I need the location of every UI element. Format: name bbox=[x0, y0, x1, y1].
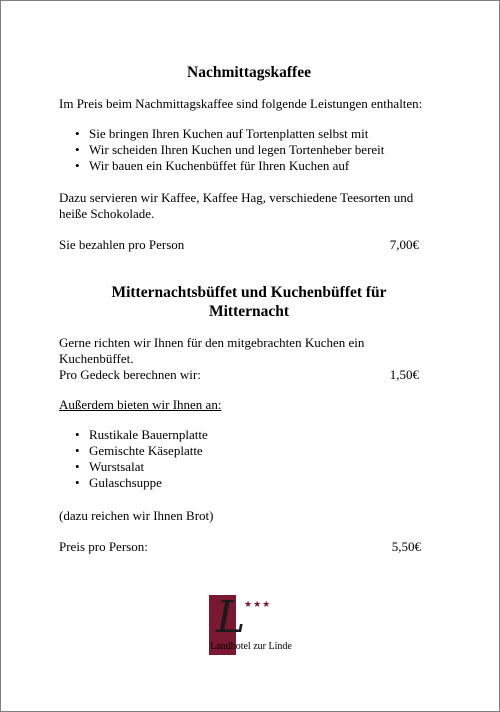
bullet-icon: • bbox=[75, 158, 80, 173]
bullet-icon: • bbox=[75, 427, 80, 442]
section2-price-row bbox=[59, 539, 421, 555]
bullet-icon: • bbox=[75, 459, 80, 474]
section2-gedeck-row bbox=[59, 367, 419, 383]
section1-bullet-list bbox=[59, 126, 439, 174]
logo-hotel-name: Landhotel zur Linde bbox=[210, 641, 292, 652]
list-item: • Rustikale Bauernplatte bbox=[75, 427, 208, 442]
section1-serve-text: Dazu servieren wir Kaffee, Kaffee Hag, verschiedene Teesorten und heiße Schokolade. bbox=[59, 190, 414, 221]
list-item: • Gulaschsuppe bbox=[75, 475, 162, 490]
logo-letter: L bbox=[216, 592, 246, 643]
section2-extra-heading: Außerdem bieten wir Ihnen an: bbox=[59, 397, 222, 412]
price-label: Preis pro Person: bbox=[59, 539, 148, 554]
section2-bread-note: (dazu reichen wir Ihnen Brot) bbox=[59, 508, 214, 523]
list-item: • Gemischte Käseplatte bbox=[75, 443, 203, 458]
document-content bbox=[59, 63, 439, 555]
bullet-icon: • bbox=[75, 475, 80, 490]
bullet-icon: • bbox=[75, 126, 80, 141]
bullet-icon: • bbox=[75, 443, 80, 458]
hotel-logo bbox=[196, 593, 306, 663]
price-value: 7,00€ bbox=[389, 237, 419, 252]
bullet-icon: • bbox=[75, 142, 80, 157]
list-item: • Sie bringen Ihren Kuchen auf Tortenplatten selbst mit bbox=[75, 126, 369, 141]
gedeck-label: Pro Gedeck berechnen wir: bbox=[59, 367, 201, 382]
section-title-nachmittagskaffee: Nachmittagskaffee bbox=[187, 64, 311, 81]
logo-stars-icon: ★★★ bbox=[244, 599, 272, 609]
gedeck-value: 1,50€ bbox=[389, 367, 419, 382]
section1-intro: Im Preis beim Nachmittagskaffee sind folgende Leistungen enthalten: bbox=[59, 96, 423, 111]
list-item: • Wir scheiden Ihren Kuchen und legen Tortenheber bereit bbox=[75, 142, 385, 157]
section-title-mitternachtsbueffet: Mitternachtsbüffet und Kuchenbüffet für Mitternacht bbox=[111, 284, 387, 320]
list-item: • Wir bauen ein Kuchenbüffet für Ihren Kuchen auf bbox=[75, 158, 350, 173]
section1-price-row bbox=[59, 237, 419, 253]
list-item: • Wurstsalat bbox=[75, 459, 145, 474]
section2-text: Gerne richten wir Ihnen für den mitgebrachten Kuchen ein Kuchenbüffet. bbox=[59, 335, 365, 366]
section2-bullet-list bbox=[59, 427, 439, 491]
price-label: Sie bezahlen pro Person bbox=[59, 237, 185, 252]
price-value: 5,50€ bbox=[391, 539, 421, 554]
